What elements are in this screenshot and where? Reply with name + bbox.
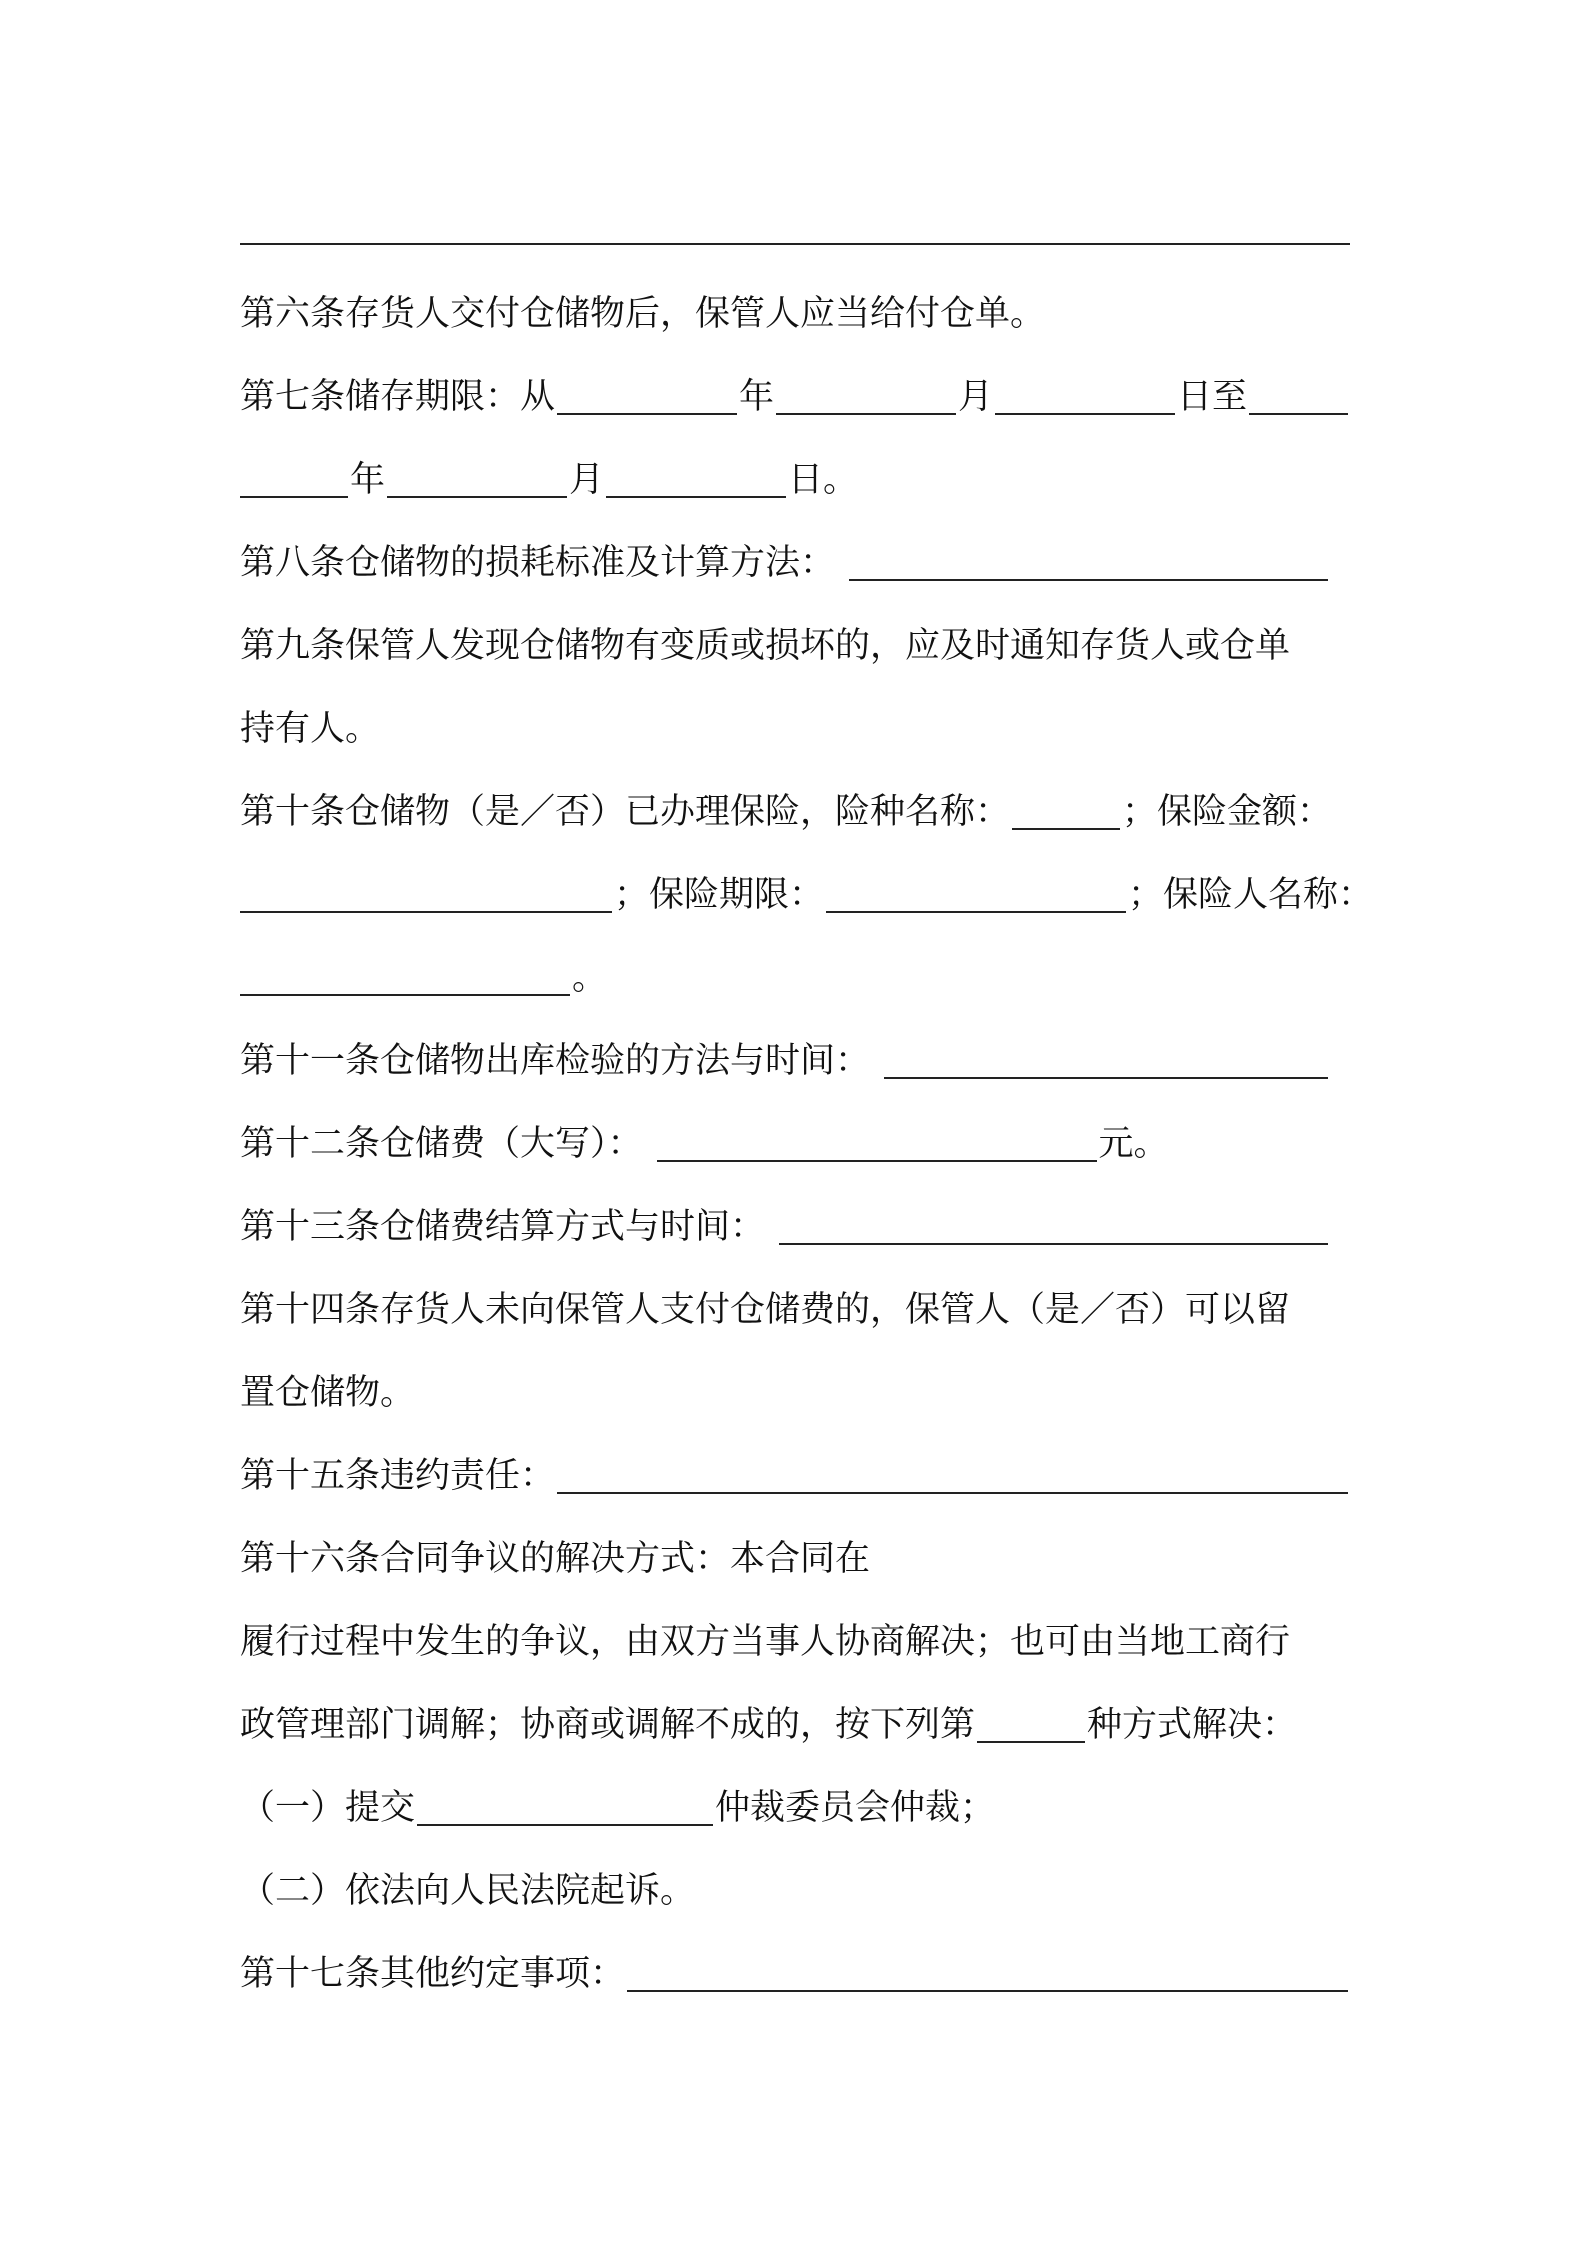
storage-fee-blank[interactable] [657, 1160, 1097, 1162]
start-month-blank[interactable] [776, 413, 956, 415]
insurance-amount-blank[interactable] [240, 911, 612, 913]
article-15-text: 第十五条违约责任： [240, 1456, 556, 1496]
article-16-line-2 [240, 1608, 1350, 1664]
option-2-text: （二）依法向人民法院起诉。 [240, 1871, 696, 1911]
month-label: 月 [958, 377, 994, 417]
article-14-line-2 [240, 1359, 1350, 1415]
article-7-label: 第七条储存期限：从 [240, 377, 556, 417]
article-11 [240, 1027, 1330, 1083]
article-14-text-2: 置仓储物。 [240, 1373, 416, 1413]
article-10-line-2 [240, 861, 1374, 917]
start-day-blank[interactable] [995, 413, 1175, 415]
settlement-method-blank[interactable] [779, 1243, 1328, 1245]
start-year-blank[interactable] [557, 413, 737, 415]
yuan-label: 元。 [1098, 1124, 1169, 1164]
article-8-text: 第八条仓储物的损耗标准及计算方法： [240, 543, 836, 583]
liability-blank[interactable] [557, 1492, 1348, 1494]
insurance-amount-label: ；保险金额： [1122, 792, 1333, 832]
article-7-line-1 [240, 363, 1350, 419]
day-label-2: 日。 [788, 460, 859, 500]
other-matters-blank[interactable] [627, 1990, 1348, 1992]
article-16-text-3: 政管理部门调解；协商或调解不成的，按下列第 [240, 1705, 976, 1745]
article-9-line-1 [240, 612, 1350, 668]
article-16-text-1: 第十六条合同争议的解决方式：本合同在 [240, 1539, 871, 1579]
year-label-2: 年 [350, 460, 386, 500]
day-to-label: 日至 [1177, 377, 1248, 417]
article-9-text-1: 第九条保管人发现仓储物有变质或损坏的，应及时通知存货人或仓单 [240, 626, 1291, 666]
insurance-period-label: ；保险期限： [614, 875, 825, 915]
year-label: 年 [739, 377, 775, 417]
insurance-type-blank[interactable] [1012, 828, 1120, 830]
arbitration-label: 仲裁委员会仲裁； [715, 1788, 996, 1828]
article-10-line-3 [240, 944, 1350, 1000]
insurer-name-blank[interactable] [240, 994, 570, 996]
article-6-text: 第六条存货人交付仓储物后，保管人应当给付仓单。 [240, 294, 1046, 334]
article-17-text: 第十七条其他约定事项： [240, 1954, 626, 1994]
article-13-text: 第十三条仓储费结算方式与时间： [240, 1207, 766, 1247]
article-10-text: 第十条仓储物（是／否）已办理保险，险种名称： [240, 792, 1011, 832]
end-year-blank[interactable] [240, 496, 348, 498]
method-number-blank[interactable] [977, 1741, 1085, 1743]
article-16-line-3 [240, 1691, 1350, 1747]
end-day-blank[interactable] [606, 496, 786, 498]
arbitration-committee-blank[interactable] [417, 1824, 713, 1826]
top-blank-line [240, 243, 1350, 245]
article-16-line-1 [240, 1525, 1350, 1581]
article-9-text-2: 持有人。 [240, 709, 381, 749]
period-mark: 。 [572, 958, 608, 998]
article-6 [240, 280, 1350, 336]
article-10-line-1 [240, 778, 1350, 834]
article-14-text-1: 第十四条存货人未向保管人支付仓储费的，保管人（是／否）可以留 [240, 1290, 1291, 1330]
article-16-text-2: 履行过程中发生的争议，由双方当事人协商解决；也可由当地工商行 [240, 1622, 1291, 1662]
article-16-option-2 [240, 1857, 1350, 1913]
article-16-option-1 [240, 1774, 1350, 1830]
insurance-period-blank[interactable] [826, 911, 1126, 913]
article-17 [240, 1940, 1350, 1996]
month-label-2: 月 [569, 460, 605, 500]
article-9-line-2 [240, 695, 1350, 751]
option-1-text: （一）提交 [240, 1788, 416, 1828]
end-year-blank-start[interactable] [1249, 413, 1348, 415]
article-11-text: 第十一条仓储物出库检验的方法与时间： [240, 1041, 871, 1081]
article-12 [240, 1110, 1350, 1166]
article-14-line-1 [240, 1276, 1350, 1332]
article-12-text: 第十二条仓储费（大写）： [240, 1124, 643, 1164]
article-8 [240, 529, 1330, 585]
loss-standard-blank[interactable] [849, 579, 1328, 581]
method-resolve-label: 种方式解决： [1087, 1705, 1298, 1745]
end-month-blank[interactable] [387, 496, 567, 498]
article-15 [240, 1442, 1350, 1498]
insurer-name-label: ；保险人名称： [1128, 875, 1374, 915]
inspection-method-blank[interactable] [884, 1077, 1328, 1079]
article-7-line-2 [240, 446, 1350, 502]
article-13 [240, 1193, 1330, 1249]
